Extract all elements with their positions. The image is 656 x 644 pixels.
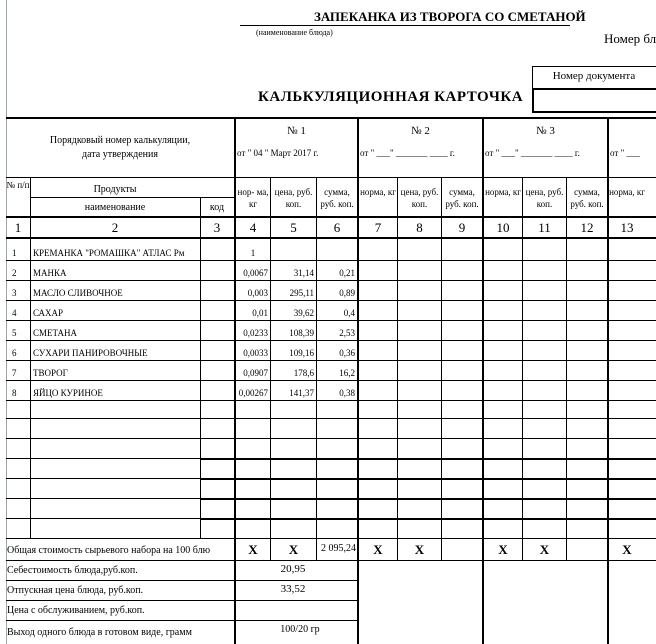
x-mark: X [414,542,425,557]
calc-no-2: № 2 [411,125,430,137]
calc-date-3: от " ___" _______ ____ г. [485,148,580,158]
row-price: 295,11 [289,288,314,298]
x-mark: X [288,542,299,557]
number-label: Номер бл [604,31,656,46]
row-price: 109,16 [289,348,314,358]
x-mark: X [539,542,550,557]
col-price-2: цена, руб. коп. [400,187,439,209]
row-num: 2 [12,268,17,278]
row-norm: 1 [250,248,256,258]
row-num: 7 [12,368,17,378]
colnum-8: 8 [416,220,423,235]
row-num: 8 [12,388,17,398]
row-num: 3 [12,288,17,298]
doc-number-field[interactable] [532,88,656,113]
colnum-1: 1 [14,220,22,235]
colnum-3: 3 [213,220,221,235]
row-price: 141,37 [289,388,314,398]
dish-name-caption: (наименование блюда) [256,28,333,37]
row-name: САХАР [33,308,64,318]
row-sum: 0,38 [339,388,355,398]
row-sum: 0,89 [339,288,355,298]
colnum-5: 5 [290,220,297,235]
calc-date-1: от " 04 " Март 2017 г. [237,148,319,158]
row-price: 31,14 [293,268,314,278]
colnum-4: 4 [249,220,257,235]
row-norm: 0,0067 [243,268,268,278]
col-norm-1: нор- ма, кг [237,187,269,209]
colnum-9: 9 [458,220,466,235]
col-norm-4: норма, кг [609,187,645,197]
colnum-11: 11 [538,220,551,235]
row-name: МАНКА [33,268,67,278]
row-norm: 0,01 [252,308,268,318]
yield-label: Выход одного блюда в готовом виде, грамм [7,627,192,638]
calc-label-2: дата утверждения [82,149,158,160]
col-sum-1: сумма, руб. коп. [320,187,354,209]
row-sum: 16,2 [339,368,355,378]
row-norm: 0,0033 [243,348,268,358]
cost-value: 20,95 [280,563,306,575]
row-name: МАСЛО СЛИВОЧНОЕ [33,288,123,298]
row-num: 5 [12,328,17,338]
x-mark: X [248,542,258,557]
row-norm: 0,00267 [238,388,268,398]
service-label: Цена с обслуживанием, руб.коп. [7,605,145,616]
col-price-1: цена, руб. коп. [274,187,313,209]
total-label: Общая стоимость сырьевого набора на 100 блю [7,545,211,556]
row-price: 108,39 [289,328,314,338]
row-name: СМЕТАНА [33,328,78,338]
row-name: ТВОРОГ [33,368,68,378]
row-sum: 0,36 [339,348,355,358]
colnum-2: 2 [111,220,119,235]
row-norm: 0,0907 [243,368,268,378]
col-price-3: цена, руб. коп. [525,187,564,209]
col-num: № п/п [6,180,30,190]
x-mark: X [622,542,632,557]
row-name: СУХАРИ ПАНИРОВОЧНЫЕ [33,348,148,358]
row-num: 1 [12,248,17,258]
col-norm-3: норма, кг [485,187,521,197]
yield-value: 100/20 гр [280,624,320,635]
calc-no-1: № 1 [287,125,306,137]
calc-date-2: от " ___" _______ ____ г. [360,148,455,158]
row-sum: 2,53 [339,328,355,338]
row-name: ЯЙЦО КУРИНОЕ [33,388,103,398]
row-num: 6 [12,348,17,358]
row-num: 4 [12,308,17,318]
col-norm-2: норма, кг [360,187,396,197]
total-value: 2 095,24 [321,543,356,554]
colnum-10: 10 [496,220,510,235]
col-name: наименование [84,202,146,213]
calc-no-3: № 3 [536,125,555,137]
x-mark: X [373,542,383,557]
colnum-6: 6 [333,220,341,235]
row-sum: 0,21 [339,268,355,278]
sale-value: 33,52 [280,583,306,595]
colnum-7: 7 [374,220,382,235]
col-sum-2: сумма, руб. коп. [445,187,479,209]
dish-name: ЗАПЕКАНКА ИЗ ТВОРОГА СО СМЕТАНОЙ [314,9,586,24]
row-price: 178,6 [293,368,314,378]
colnum-13: 13 [620,220,634,235]
col-sum-3: сумма, руб. коп. [570,187,604,209]
row-norm: 0,0233 [243,328,268,338]
row-sum: 0,4 [343,308,355,318]
doc-number-label: Номер документа [552,70,636,82]
col-code: код [209,202,225,213]
col-products: Продукты [93,184,137,195]
row-price: 39,62 [293,308,314,318]
colnum-12: 12 [580,220,594,235]
card-title: КАЛЬКУЛЯЦИОННАЯ КАРТОЧКА [258,89,524,105]
x-mark: X [498,542,508,557]
sale-label: Отпускная цена блюда, руб.коп. [7,585,144,596]
calc-date-4: от " ___ [610,148,640,158]
cost-label: Себестоимость блюда,руб.коп. [7,565,138,576]
row-norm: 0,003 [247,288,268,298]
calc-label-1: Порядковый номер калькуляции, [49,135,191,146]
row-name: КРЕМАНКА "РОМАШКА" АТЛАС Рм [33,248,185,258]
